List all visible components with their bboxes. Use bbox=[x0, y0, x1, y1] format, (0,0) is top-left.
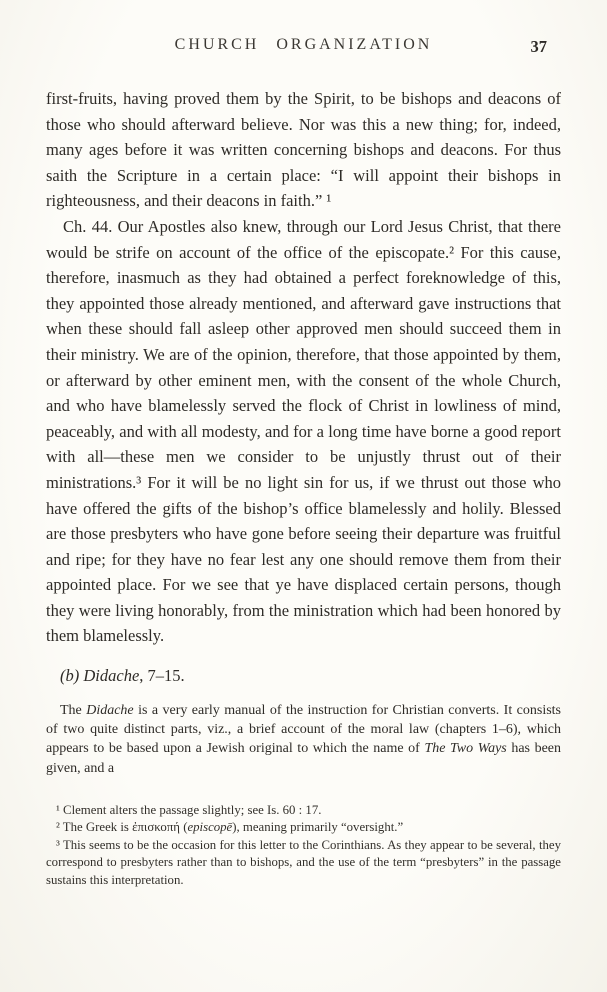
section-heading bbox=[60, 666, 561, 686]
section-heading-work-title: Didache bbox=[83, 666, 140, 686]
main-text bbox=[46, 86, 561, 778]
footnote-2 bbox=[46, 819, 561, 836]
intro-text: The bbox=[60, 703, 87, 719]
intro-work-title: Didache bbox=[86, 703, 134, 719]
page-number: 37 bbox=[530, 37, 547, 56]
intro-text: has been given, and a bbox=[46, 741, 562, 776]
footnote-3 bbox=[46, 837, 561, 889]
footnotes bbox=[46, 802, 561, 889]
footnote-1-text: ¹ Clement alters the passage slightly; see Is. 60 : 17. bbox=[56, 802, 322, 817]
footnote-3-text: ³ This seems to be the occasion for this letter to the Corinthians. As they appear to be several, they correspond to presbyters rather than to bishops, and the use of the term “presbyters” in the passage sustains this interpretation. bbox=[46, 837, 561, 887]
page-header bbox=[46, 36, 561, 58]
running-title: CHURCH ORGANIZATION bbox=[174, 36, 433, 53]
footnote-1 bbox=[46, 802, 561, 819]
footnote-2-transliteration: episcopē bbox=[187, 820, 233, 835]
paragraph-ch-44: Ch. 44. Our Apostles also knew, through our Lord Jesus Christ, that there would be strife on account of the office of the episcopate.² For this cause, therefore, inasmuch as they had obtained a perfect foreknowledge of this, they appointed those already mentioned, and afterward gave instructions that when these should fall asleep other approved men should succeed them in their ministry. We are of the opinion, therefore, that those appointed by them, or afterward by other eminent men, with the consent of the whole Church, and who have blamelessly served the flock of Christ in lowliness of mind, peaceably, and with all modesty, and for a long time have borne a good report with all—these men we consider to be unjustly thrust out of their ministrations.³ For it will be no light sin for us, if we thrust out those who have offered the gifts of the bishop’s office blamelessly and holily. Blessed are those presbyters who have gone before seeing their departure was fruitful and ripe; for they have no fear lest any one should remove them from their appointed place. For we see that ye have displaced certain persons, though they were living honorably, from the ministration which had been honored by them blamelessly. bbox=[46, 216, 561, 646]
footnote-2-text: ² The Greek is ἐπισκοπή ( bbox=[56, 820, 188, 835]
footnote-2-text: ), meaning primarily “oversight.” bbox=[232, 820, 404, 835]
didache-intro bbox=[46, 701, 561, 778]
section-heading-label: (b) bbox=[60, 666, 84, 686]
intro-text: is a very early manual of the instruction for Christian converts. It consists of two quite distinct parts, viz., a brief account of the moral law (chapters 1–6), which appears to be based upon a Jewish original to which the name of bbox=[46, 703, 561, 757]
section-heading-range: , 7–15. bbox=[139, 666, 185, 686]
paragraph-first-fruits: first-fruits, having proved them by the Spirit, to be bishops and deacons of those who should afterward believe. Nor was this a new thing; for, indeed, many ages before it was written concerning bishops and deacons. For thus saith the Scripture in a certain place: “I will appoint their bishops in righteousness, and their deacons in faith.” ¹ bbox=[46, 89, 561, 211]
intro-work-title-two-ways: The Two Ways bbox=[424, 741, 507, 757]
